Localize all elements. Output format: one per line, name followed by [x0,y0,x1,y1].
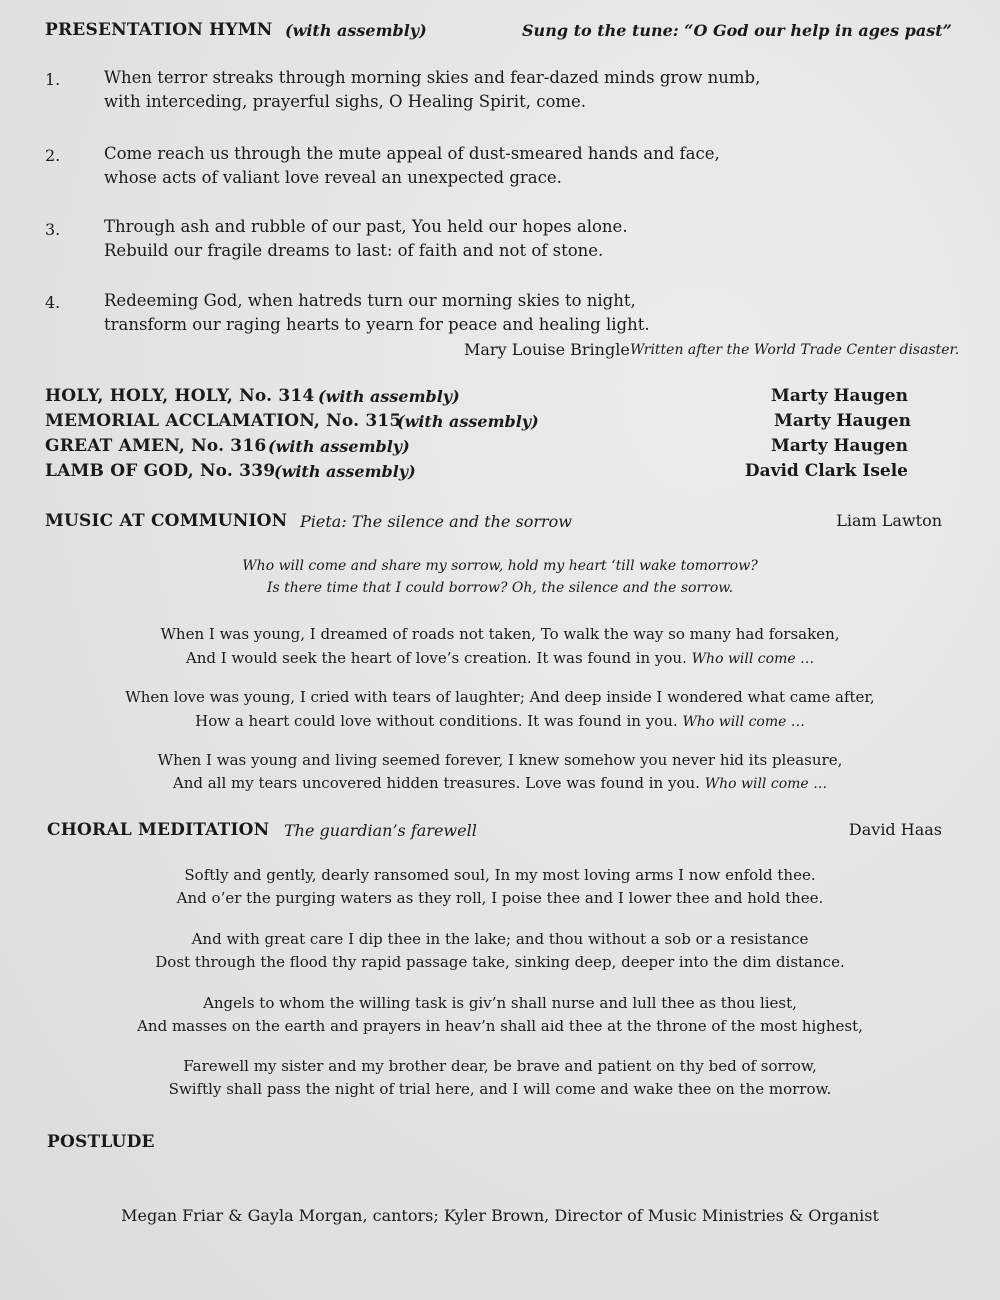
acclamation-title: MEMORIAL ACCLAMATION, No. 315 [45,411,402,431]
verse-number: 1. [45,70,61,89]
refrain-cue: Who will come … [704,776,828,792]
hymn-title: PRESENTATION HYMN [45,20,273,40]
verse-line: Redeeming God, when hatreds turn our morning skies to night, [104,291,636,310]
meditation-stanza-line: Swiftly shall pass the night of trial here, and I will come and wake thee on the morrow. [168,1080,832,1098]
communion-refrain-line: Who will come and share my sorrow, hold my heart ‘till wake tomorrow? [242,558,758,574]
music-credits: Megan Friar & Gayla Morgan, cantors; Kyler Brown, Director of Music Ministries & Organist [121,1206,879,1225]
refrain-cue: Who will come … [682,714,805,730]
refrain-cue: Who will come … [691,651,815,667]
hymn-assembly-note: (with assembly) [285,21,427,40]
verse-line: Come reach us through the mute appeal of dust-smeared hands and face, [104,144,720,163]
acclamation-composer: David Clark Isele [744,461,908,481]
acclamation-assembly: (with assembly) [397,412,539,431]
meditation-stanza-line: Softly and gently, dearly ransomed soul, In my most loving arms I now enfold thee. [184,866,816,884]
verse-number: 2. [45,146,61,165]
verse-line: transform our raging hearts to yearn for peace and healing light. [104,315,650,334]
communion-stanza-line: And all my tears uncovered hidden treasures. Love was found in you. Who will come … [172,774,828,792]
communion-stanza-line: When I was young and living seemed forever, I knew somehow you never hid its pleasure, [157,751,843,769]
meditation-title: CHORAL MEDITATION [47,820,270,840]
communion-title: MUSIC AT COMMUNION [45,511,288,531]
meditation-stanza-line: Angels to whom the willing task is giv’n shall nurse and lull thee as thou liest, [203,994,797,1012]
postlude-title: POSTLUDE [47,1132,155,1152]
meditation-stanza-line: And o’er the purging waters as they roll, I poise thee and I lower thee and hold thee. [176,889,824,907]
verse-line: with interceding, prayerful sighs, O Healing Spirit, come. [104,92,587,111]
acclamation-assembly: (with assembly) [274,462,416,481]
communion-stanza-line: How a heart could love without conditions. It was found in you. Who will come … [195,712,805,730]
meditation-stanza-line: Farewell my sister and my brother dear, be brave and patient on thy bed of sorrow, [183,1057,817,1075]
acclamation-title: GREAT AMEN, No. 316 [45,436,267,456]
acclamation-title: LAMB OF GOD, No. 339 [45,461,276,481]
acclamation-composer: Marty Haugen [771,436,908,456]
acclamation-assembly: (with assembly) [268,437,410,456]
communion-piece: Pieta: The silence and the sorrow [300,512,572,531]
acclamation-composer: Marty Haugen [774,411,911,431]
verse-line: Rebuild our fragile dreams to last: of faith and not of stone. [104,241,604,260]
communion-refrain-line: Is there time that I could borrow? Oh, the silence and the sorrow. [266,580,734,596]
communion-stanza-line: When I was young, I dreamed of roads not taken, To walk the way so many had forsaken, [160,625,840,643]
communion-stanza-line: When love was young, I cried with tears of laughter; And deep inside I wondered what came after, [125,688,875,706]
hymn-note: Written after the World Trade Center disaster. [630,342,960,358]
meditation-piece: The guardian’s farewell [284,821,477,840]
verse-number: 4. [45,293,61,312]
meditation-composer: David Haas [848,820,942,839]
communion-composer: Liam Lawton [836,511,942,530]
verse-line: whose acts of valiant love reveal an unexpected grace. [104,168,562,187]
hymn-tune: Sung to the tune: “O God our help in ages past” [522,21,952,40]
acclamation-composer: Marty Haugen [771,386,908,406]
communion-stanza-line: And I would seek the heart of love’s creation. It was found in you. Who will come … [185,649,815,667]
meditation-stanza-line: And masses on the earth and prayers in heav’n shall aid thee at the throne of the most highest, [137,1017,863,1035]
hymn-author: Mary Louise Bringle [464,340,630,359]
verse-line: When terror streaks through morning skies and fear-dazed minds grow numb, [104,68,761,87]
meditation-stanza-line: Dost through the flood thy rapid passage take, sinking deep, deeper into the dim distance. [155,953,845,971]
verse-number: 3. [45,220,61,239]
meditation-stanza-line: And with great care I dip thee in the lake; and thou without a sob or a resistance [191,930,809,948]
verse-line: Through ash and rubble of our past, You held our hopes alone. [104,217,628,236]
acclamation-title: HOLY, HOLY, HOLY, No. 314 [45,386,315,406]
acclamation-assembly: (with assembly) [318,387,460,406]
